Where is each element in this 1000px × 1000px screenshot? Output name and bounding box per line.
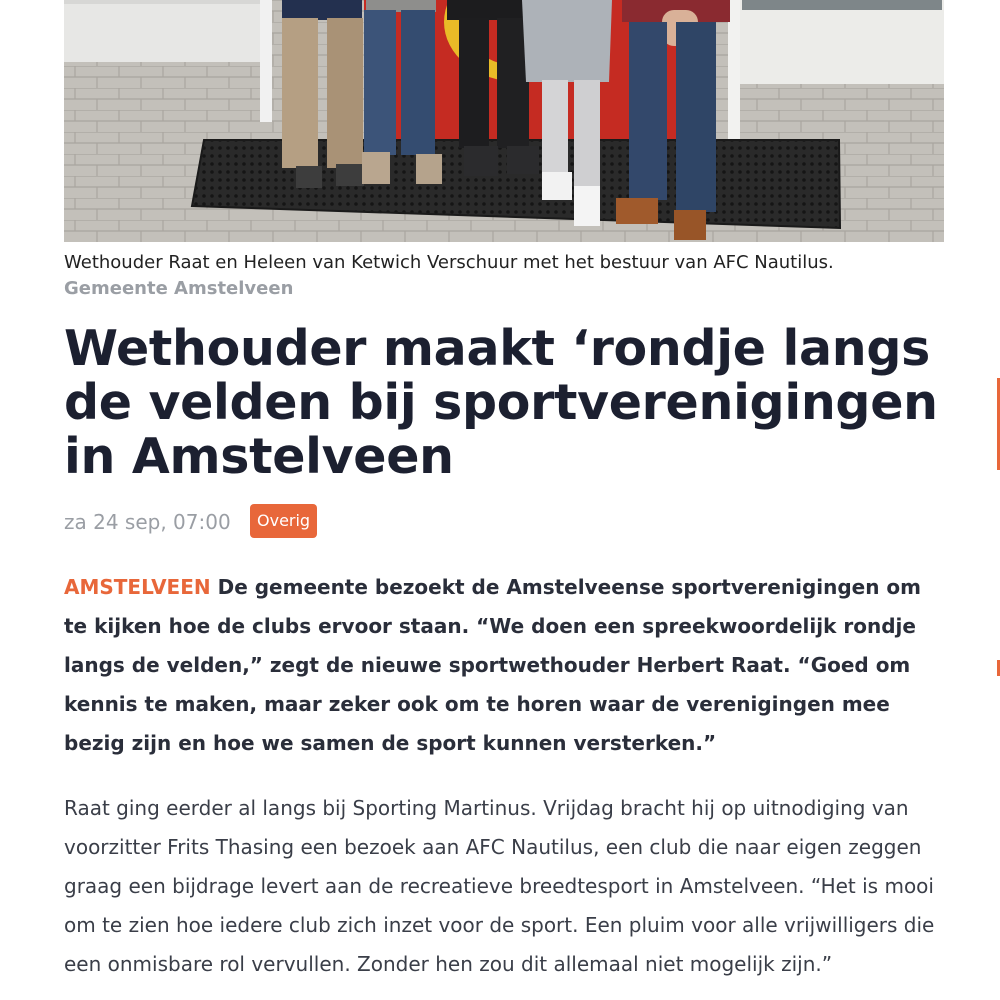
article-photo[interactable] bbox=[64, 0, 944, 242]
photo-credit: Gemeente Amstelveen bbox=[64, 278, 294, 299]
article-title: Wethouder maakt ‘rondje langs de velden bij sportverenigingen in Amstelveen bbox=[64, 320, 938, 485]
article-photo-graphic bbox=[64, 0, 944, 242]
dateline: AMSTELVEEN bbox=[64, 575, 211, 599]
lead-text: De gemeente bezoekt de Amstelveense sportverenigingen om te kijken hoe de clubs ervoor staan. “We doen een spreekwoordelijk rondje langs de velden,” zegt de nieuwe sportwethouder Herbert Raat. “Goed om kennis te maken, maar zeker ook om te horen waar de verenigingen mee bezig zijn en hoe we samen de sport kunnen versterken.” bbox=[64, 575, 922, 755]
photo-caption: Wethouder Raat en Heleen van Ketwich Verschuur met het bestuur van AFC Nautilus. bbox=[64, 252, 834, 273]
publish-date: za 24 sep, 07:00 bbox=[64, 510, 231, 534]
category-tag[interactable]: Overig bbox=[250, 504, 317, 538]
article-lead bbox=[64, 568, 944, 763]
article-body: Raat ging eerder al langs bij Sporting Martinus. Vrijdag bracht hij op uitnodiging van voorzitter Frits Thasing een bezoek aan AFC Nautilus, een club die naar eigen zeggen graag een bijdrage levert aan de recreatieve breedtesport in Amstelveen. “Het is mooi om te zien hoe iedere club zich inzet voor de sport. Een pluim voor alle vrijwilligers die een onmisbare rol vervullen. Zonder hen zou dit allemaal niet mogelijk zijn.” bbox=[64, 796, 935, 976]
